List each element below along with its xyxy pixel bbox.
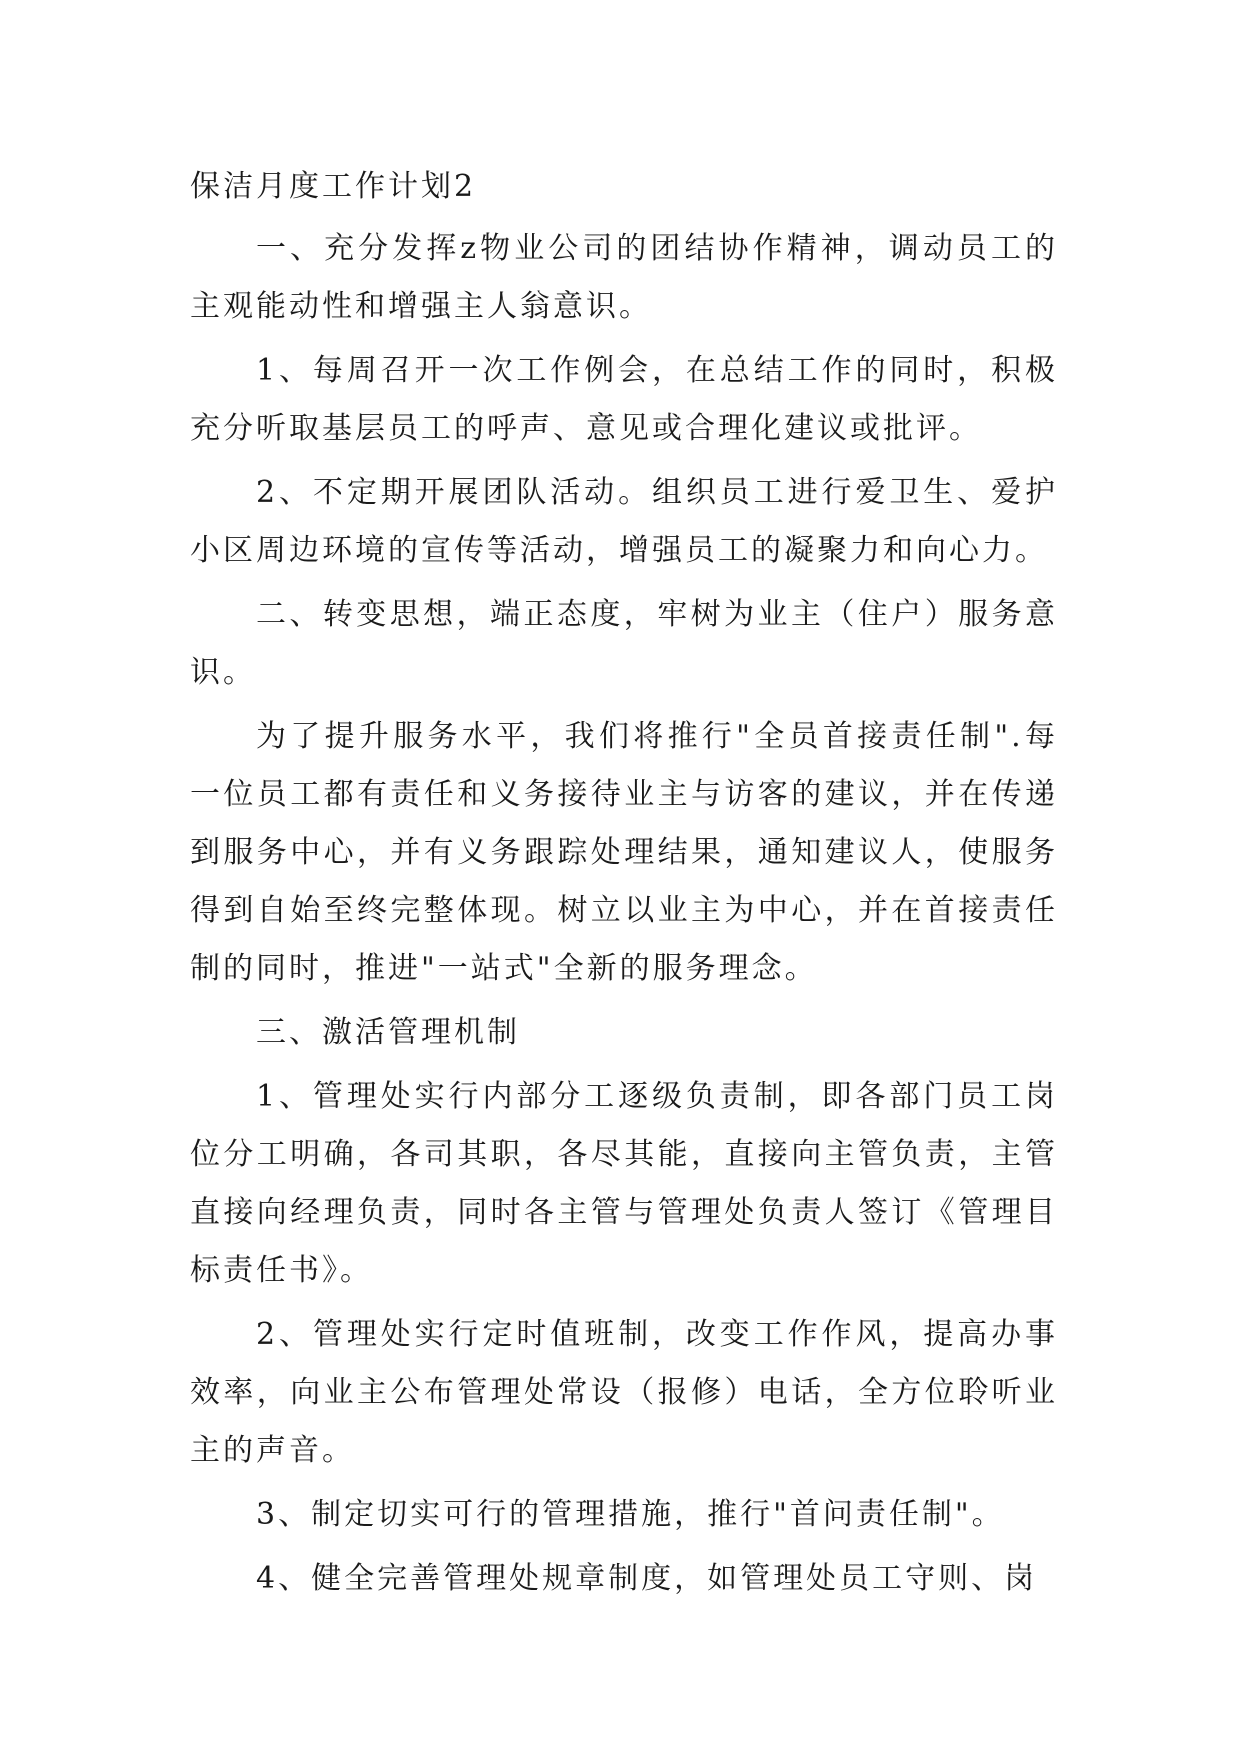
paragraph-item-3-4: 4、健全完善管理处规章制度，如管理处员工守则、岗 bbox=[256, 1561, 1038, 1596]
paragraph-section-2: 二、转变思想，端正态度，牢树为业主（住户）服务意识。 bbox=[190, 597, 1058, 690]
paragraph-section-2-body: 为了提升服务水平，我们将推行"全员首接责任制".每一位员工都有责任和义务接待业主与访客的建议，并在传递到服务中心，并有义务跟踪处理结果，通知建议人，使服务得到自始至终完整体现。树立以业主为中心，并在首接责任制的同时，推进"一站式"全新的服务理念。 bbox=[190, 719, 1058, 986]
document-title: 保洁月度工作计划2 bbox=[190, 169, 477, 204]
paragraph-section-3: 三、激活管理机制 bbox=[256, 1015, 520, 1050]
paragraph-item-3-3: 3、制定切实可行的管理措施，推行"首问责任制"。 bbox=[256, 1497, 1005, 1532]
paragraph-section-1: 一、充分发挥z物业公司的团结协作精神，调动员工的主观能动性和增强主人翁意识。 bbox=[190, 231, 1058, 324]
document-body bbox=[190, 158, 1058, 1608]
paragraph-item-1-2: 2、不定期开展团队活动。组织员工进行爱卫生、爱护小区周边环境的宣传等活动，增强员工的凝聚力和向心力。 bbox=[190, 475, 1058, 568]
paragraph-item-3-2: 2、管理处实行定时值班制，改变工作作风，提高办事效率，向业主公布管理处常设（报修）电话，全方位聆听业主的声音。 bbox=[190, 1317, 1058, 1468]
paragraph-item-3-1: 1、管理处实行内部分工逐级负责制，即各部门员工岗位分工明确，各司其职，各尽其能，直接向主管负责，主管直接向经理负责，同时各主管与管理处负责人签订《管理目标责任书》。 bbox=[190, 1079, 1058, 1288]
paragraph-item-1-1: 1、每周召开一次工作例会，在总结工作的同时，积极充分听取基层员工的呼声、意见或合理化建议或批评。 bbox=[190, 353, 1058, 446]
